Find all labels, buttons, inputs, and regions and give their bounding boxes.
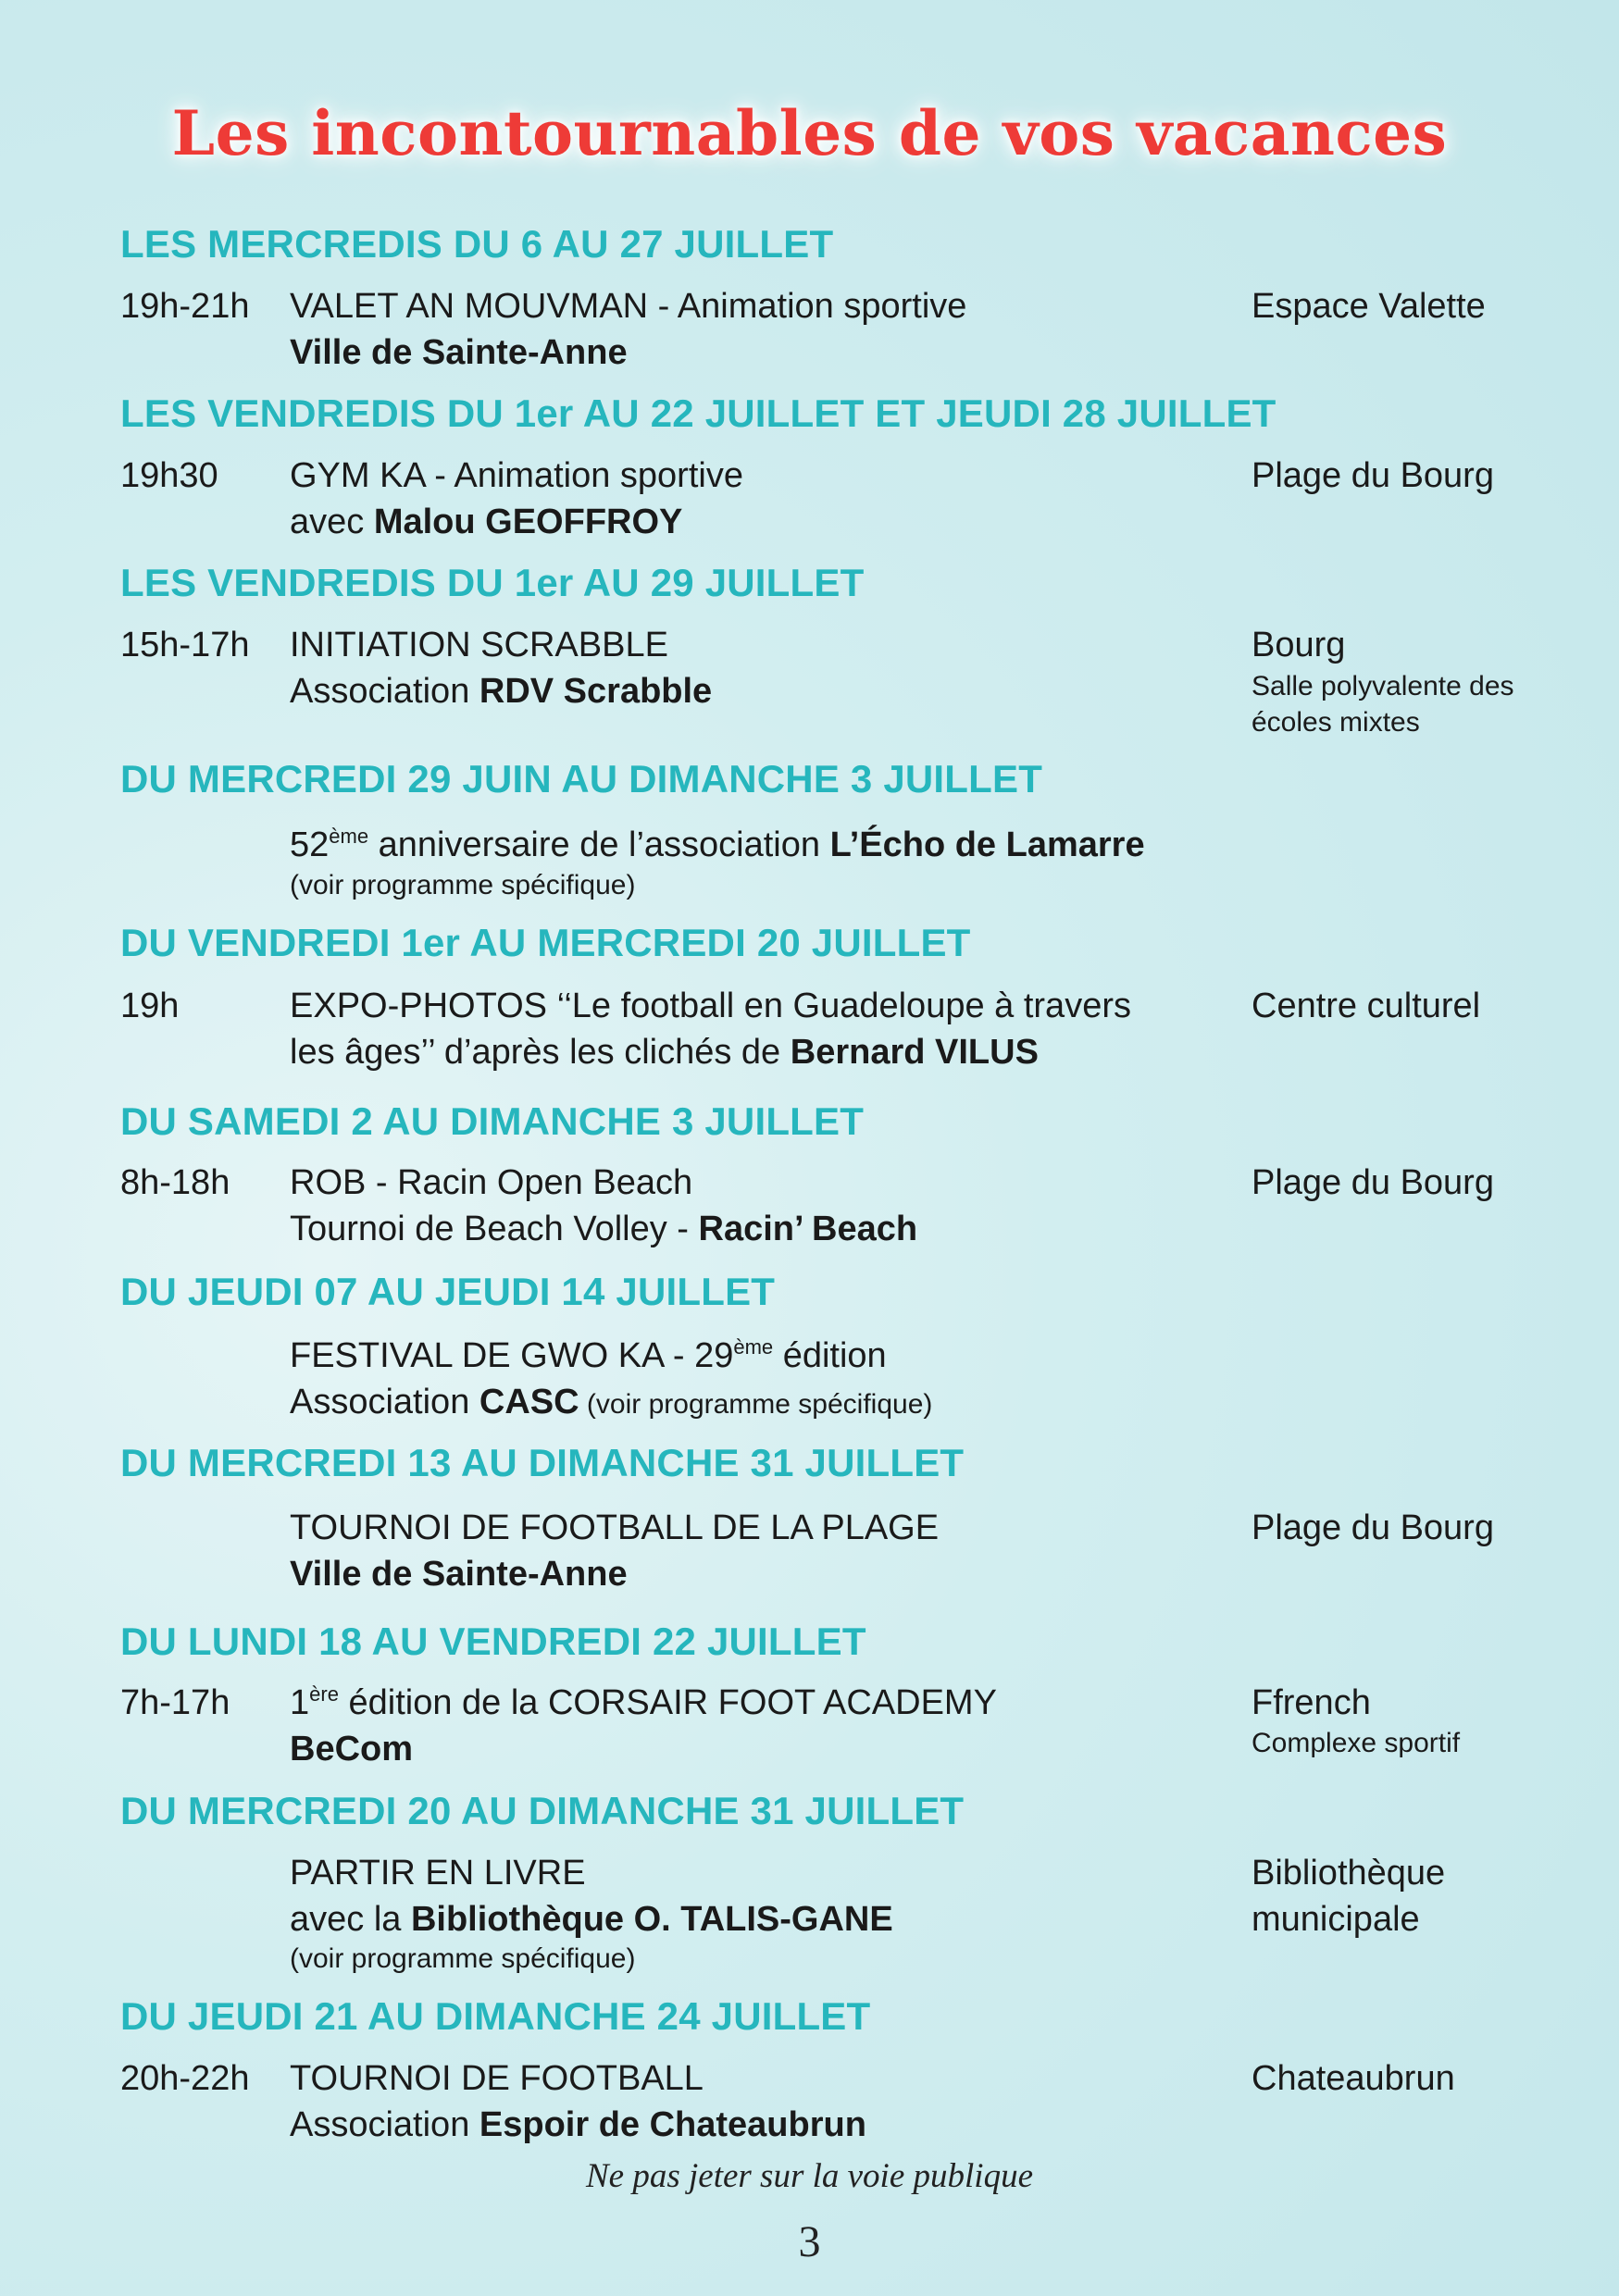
event-time: 7h-17h — [120, 1683, 230, 1722]
event-location: Espace Valette — [1252, 287, 1486, 326]
event-location: Plage du Bourg — [1252, 456, 1494, 495]
event-title: 52ème anniversaire de l’association L’Écho de Lamarre — [290, 825, 1145, 864]
event-heading: DU MERCREDI 13 AU DIMANCHE 31 JUILLET — [120, 1441, 965, 1484]
event-location-detail: Complexe sportif — [1252, 1728, 1461, 1758]
event-time: 19h30 — [120, 456, 218, 495]
event-location-detail: écoles mixtes — [1252, 707, 1420, 738]
event-title: INITIATION SCRABBLE — [290, 626, 668, 664]
event-title: 1ère édition de la CORSAIR FOOT ACADEMY — [290, 1682, 997, 1722]
event-title: FESTIVAL DE GWO KA - 29ème édition — [290, 1335, 887, 1375]
event-time: 19h-21h — [120, 287, 250, 326]
event-heading: DU LUNDI 18 AU VENDREDI 22 JUILLET — [120, 1620, 866, 1663]
event-location: Plage du Bourg — [1252, 1508, 1494, 1547]
event-location-detail: Salle polyvalente des — [1252, 671, 1514, 701]
event-location: Bourg — [1252, 626, 1346, 664]
event-organizer: Tournoi de Beach Volley - Racin’ Beach — [290, 1210, 918, 1248]
footer-note: Ne pas jeter sur la voie publique — [586, 2157, 1033, 2195]
event-organizer: Ville de Sainte-Anne — [290, 333, 628, 372]
event-heading: DU JEUDI 07 AU JEUDI 14 JUILLET — [120, 1270, 776, 1313]
event-title: TOURNOI DE FOOTBALL — [290, 2059, 704, 2098]
event-heading: LES MERCREDIS DU 6 AU 27 JUILLET — [120, 222, 834, 266]
event-location: Ffrench — [1252, 1683, 1371, 1722]
event-organizer: Ville de Sainte-Anne — [290, 1555, 628, 1594]
event-heading: LES VENDREDIS DU 1er AU 22 JUILLET ET JEUDI 28 JUILLET — [120, 391, 1277, 435]
event-time: 19h — [120, 987, 180, 1025]
event-location: Centre culturel — [1252, 987, 1481, 1025]
event-title: GYM KA - Animation sportive — [290, 456, 743, 495]
event-heading: DU SAMEDI 2 AU DIMANCHE 3 JUILLET — [120, 1099, 865, 1143]
event-time: 20h-22h — [120, 2059, 250, 2098]
event-organizer: Association Espoir de Chateaubrun — [290, 2105, 866, 2144]
event-heading: DU JEUDI 21 AU DIMANCHE 24 JUILLET — [120, 1994, 871, 2038]
event-title: TOURNOI DE FOOTBALL DE LA PLAGE — [290, 1508, 940, 1547]
event-title: EXPO-PHOTOS ‘‘Le football en Guadeloupe à travers — [290, 987, 1131, 1025]
page-number: 3 — [798, 2217, 821, 2266]
event-heading: DU MERCREDI 29 JUIN AU DIMANCHE 3 JUILLET — [120, 757, 1043, 800]
event-location: municipale — [1252, 1900, 1420, 1939]
event-organizer: BeCom — [290, 1730, 414, 1769]
event-organizer: les âges’’ d’après les clichés de Bernard VILUS — [290, 1033, 1039, 1072]
event-organizer: Association CASC (voir programme spécifique) — [290, 1383, 933, 1421]
event-location: Chateaubrun — [1252, 2059, 1455, 2098]
event-location: Bibliothèque — [1252, 1854, 1446, 1893]
event-organizer: avec la Bibliothèque O. TALIS-GANE — [290, 1900, 893, 1939]
event-time: 15h-17h — [120, 626, 250, 664]
event-title: PARTIR EN LIVRE — [290, 1854, 586, 1893]
event-heading: DU VENDREDI 1er AU MERCREDI 20 JUILLET — [120, 921, 971, 964]
event-heading: DU MERCREDI 20 AU DIMANCHE 31 JUILLET — [120, 1789, 965, 1832]
event-title: ROB - Racin Open Beach — [290, 1163, 693, 1202]
event-heading: LES VENDREDIS DU 1er AU 29 JUILLET — [120, 561, 865, 604]
event-organizer: Association RDV Scrabble — [290, 672, 713, 711]
page-title: Les incontournables de vos vacances — [171, 97, 1448, 169]
event-time: 8h-18h — [120, 1163, 230, 1202]
event-note: (voir programme spécifique) — [290, 870, 636, 900]
event-title: VALET AN MOUVMAN - Animation sportive — [290, 287, 967, 326]
event-organizer: avec Malou GEOFFROY — [290, 503, 683, 541]
event-note: (voir programme spécifique) — [290, 1943, 636, 1974]
event-location: Plage du Bourg — [1252, 1163, 1494, 1202]
